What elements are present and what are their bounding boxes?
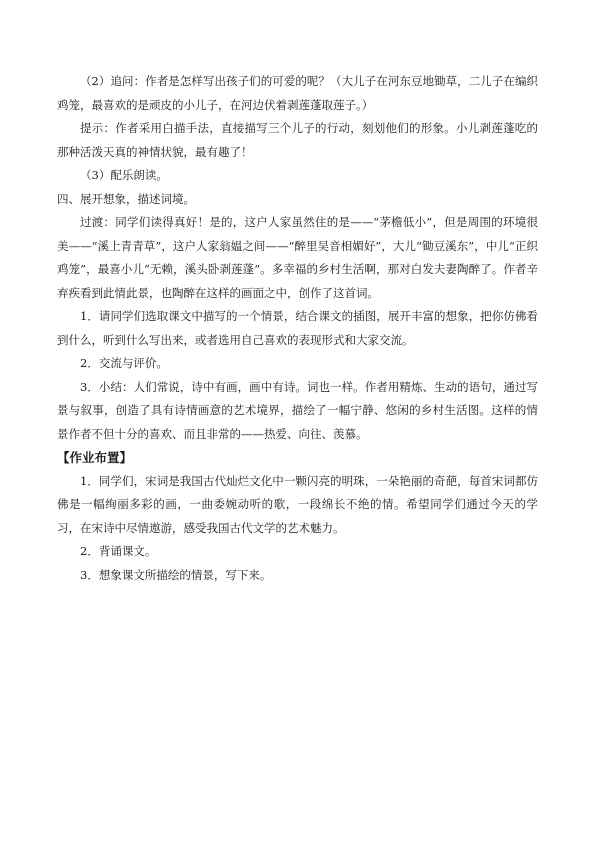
homework-heading: 【作业布置】 [57, 450, 133, 465]
homework-item-2: 2．背诵课文。 [80, 544, 157, 558]
homework-item-1: 1．同学们，宋词是我国古代灿烂文化中一颗闪亮的明珠，一朵艳丽的奇葩，每首宋词都仿佛是一幅绚丽多彩的画，一曲委婉动听的歌，一段绵长不绝的情。希望同学们通过今天的学习，在宋诗中尽情遨游，感受我国古代文学的艺术魅力。 [57, 473, 538, 535]
paragraph-transition: 过渡：同学们读得真好！是的，这户人家虽然住的是——“茅檐低小”，但是周围的环境很美——“溪上青青草”，这户人家翁媪之间——“醉里吴音相媚好”，大儿“锄豆溪东”，中儿“正织鸡笼”，最喜小儿“无赖，溪头卧剥莲蓬”。多幸福的乡村生活啊，那对白发夫妻陶醉了。作者辛弃疾看到此情此景，也陶醉在这样的画面之中，创作了这首词。 [57, 215, 538, 300]
homework-item-3: 3．想象课文所描绘的情景，写下来。 [80, 567, 272, 582]
paragraph-activity-1: 1．请同学们选取课文中描写的一个情景，结合课文的插图，展开丰富的想象，把你仿佛看到什么，听到什么写出来，或者选用自己喜欢的表现形式和大家交流。 [57, 309, 538, 347]
paragraph-follow-up-question: （2）追问：作者是怎样写出孩子们的可爱的呢？（大儿子在河东豆地锄草，二儿子在编织鸡笼，最喜欢的是顽皮的小儿子，在河边伏着剥莲蓬取莲子。） [57, 74, 538, 112]
document-page [57, 70, 538, 587]
paragraph-summary: 3．小结：人们常说，诗中有画，画中有诗。词也一样。作者用精炼、生动的语句，通过写景与叙事，创造了具有诗情画意的艺术境界，描绘了一幅宁静、悠闲的乡村生活图。这样的情景作者不但十分的喜欢、而且非常的——热爱、向往、羡慕。 [57, 379, 538, 441]
section-title-imagine: 四、展开想象，描述词境。 [57, 191, 195, 206]
paragraph-activity-2: 2．交流与评价。 [80, 356, 168, 370]
paragraph-hint: 提示：作者采用白描手法，直接描写三个儿子的行动，刻划他们的形象。小儿剥莲蓬吃的那种活泼天真的神情状貌，最有趣了！ [57, 121, 538, 159]
paragraph-music-reading: （3）配乐朗读。 [80, 168, 168, 182]
